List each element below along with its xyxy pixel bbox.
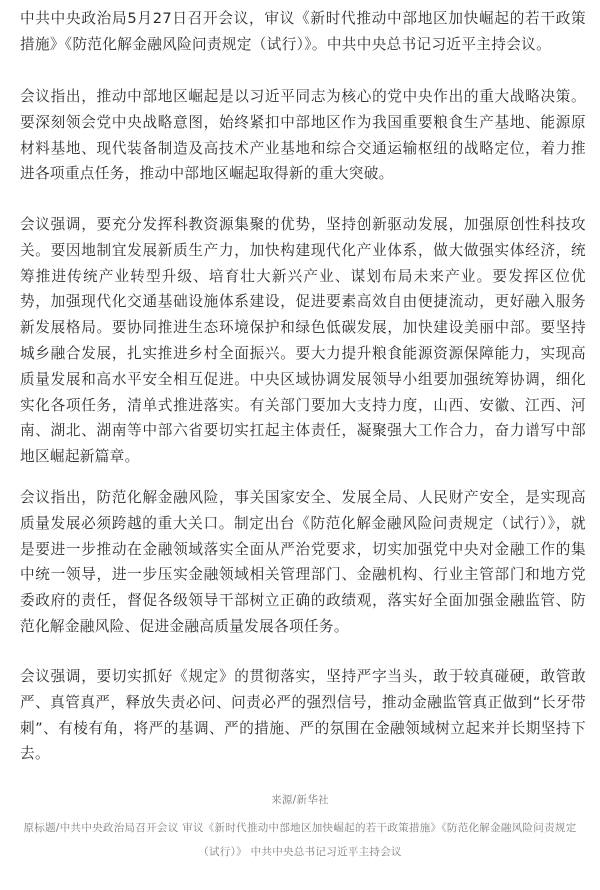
paragraph-2: 会议指出，推动中部地区崛起是以习近平同志为核心的党中央作出的重大战略决策。要深刻领会党中央战略意图，始终紧扣中部地区作为我国重要粮食生产基地、能源原材料基地、现代装备制造及高技术产业基地和综合交通运输枢纽的战略定位，着力推进各项重点任务，推动中部地区崛起取得新的重大突破。 — [20, 88, 586, 183]
paragraph-1: 中共中央政治局5月27日召开会议，审议《新时代推动中部地区加快崛起的若干政策措施》《防范化解金融风险问责规定（试行）》。中共中央总书记习近平主持会议。 — [20, 10, 586, 53]
paragraph-5: 会议强调，要切实抓好《规定》的贯彻落实，坚持严字当头，敢于较真碰硬，敢管敢严、真管真严，释放失责必问、问责必严的强烈信号，推动金融监管真正做到“长牙带刺”、有棱有角，将严的基调、严的措施、严的氛围在金融领域树立起来并长期坚持下去。 — [20, 668, 586, 763]
paragraph-4: 会议指出，防范化解金融风险，事关国家安全、发展全局、人民财产安全，是实现高质量发展必须跨越的重大关口。制定出台《防范化解金融风险问责规定（试行）》，就是要进一步推动在金融领域落实全面从严治党要求，切实加强党中央对金融工作的集中统一领导，进一步压实金融领域相关管理部门、金融机构、行业主管部门和地方党委政府的责任，督促各级领导干部树立正确的政绩观，落实好全面加强金融监管、防范化解金融风险、促进金融高质量发展各项任务。 — [20, 489, 586, 635]
original-title: 原标题/中共中央政治局召开会议 审议《新时代推动中部地区加快崛起的若干政策措施》《防范化解金融风险问责规定（试行）》 中共中央总书记习近平主持会议 — [23, 822, 577, 858]
source-credit: 来源/新华社 — [271, 794, 329, 806]
paragraph-3: 会议强调，要充分发挥科教资源集聚的优势，坚持创新驱动发展，加强原创性科技攻关。要因地制宜发展新质生产力，加快构建现代化产业体系，做大做强实体经济，统筹推进传统产业转型升级、培育壮大新兴产业、谋划布局未来产业。要发挥区位优势，加强现代化交通基础设施体系建设，促进要素高效自由便捷流动，更好融入服务新发展格局。要协同推进生态环境保护和绿色低碳发展，加快建设美丽中部。要坚持城乡融合发展，扎实推进乡村全面振兴。要大力提升粮食能源资源保障能力，实现高质量发展和高水平安全相互促进。中央区域协调发展领导小组要加强统筹协调，细化实化各项任务，清单式推进落实。有关部门要加大支持力度，山西、安徽、江西、河南、湖北、湖南等中部六省要切实扛起主体责任，凝聚强大工作合力，奋力谱写中部地区崛起新篇章。 — [20, 216, 586, 466]
